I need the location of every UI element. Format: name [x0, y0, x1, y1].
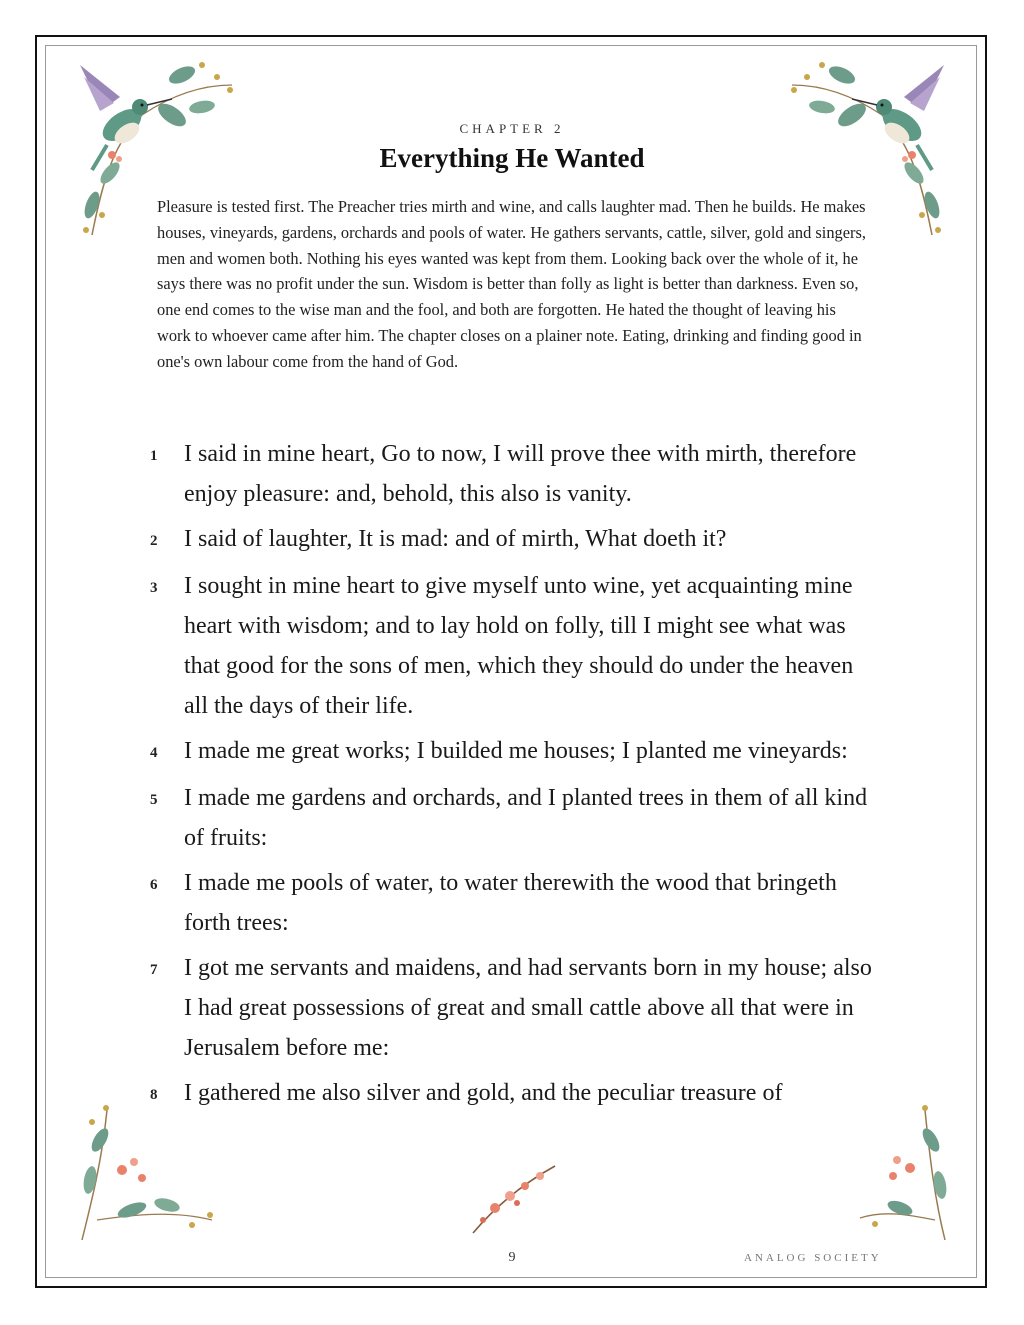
verse-text: I made me gardens and orchards, and I planted trees in them of all kind of fruits:	[184, 785, 868, 851]
verse-text: I made me great works; I builded me houses; I planted me vineyards:	[184, 738, 848, 764]
verse-number: 5	[150, 792, 158, 808]
verse-number: 2	[150, 533, 158, 549]
verse-number: 6	[150, 877, 158, 893]
chapter-title: Everything He Wanted	[379, 143, 645, 173]
verse-item	[150, 778, 880, 858]
page-number: 9	[508, 1250, 516, 1265]
verse-list	[150, 434, 880, 1120]
verse-text: I gathered me also silver and gold, and the peculiar treasure of	[184, 1080, 783, 1106]
verse-item	[150, 566, 880, 726]
floral-sprig-icon	[72, 1100, 222, 1245]
verse-item	[150, 948, 880, 1068]
verse-number: 3	[150, 580, 158, 596]
verse-number: 1	[150, 448, 158, 464]
verse-number: 4	[150, 745, 158, 761]
verse-item	[150, 434, 880, 514]
chapter-summary: Pleasure is tested first. The Preacher tries mirth and wine, and calls laughter mad. Then he builds. He makes houses, vineyards, gardens, orchards and pools of water. He gathers servants, cattle, silver, gold and singers, men and women both. Nothing his eyes wanted was kept from them. Looking back over the whole of it, he says there was no profit under the sun. Wisdom is better than folly as light is better than darkness. Even so, one end comes to the wise man and the fool, and both are forgotten. He hated the thought of leaving his work to whoever came after him. The chapter closes on a plainer note. Eating, drinking and finding good in one's own labour come from the hand of God.	[157, 197, 866, 371]
verse-text: I got me servants and maidens, and had servants born in my house; also I had great possessions of great and small cattle above all that were in Jerusalem before me:	[184, 955, 872, 1061]
verse-item	[150, 863, 880, 943]
verse-text: I sought in mine heart to give myself unto wine, yet acquainting mine heart with wisdom; and to lay hold on folly, till I might see what was that good for the sons of men, which they should do under the heaven all the days of their life.	[184, 573, 854, 719]
verse-text: I made me pools of water, to water therewith the wood that bringeth forth trees:	[184, 870, 837, 936]
verse-item	[150, 519, 880, 561]
verse-number: 8	[150, 1087, 158, 1103]
floral-sprig-icon	[855, 1100, 955, 1245]
blossom-branch-icon	[465, 1158, 560, 1238]
verse-number: 7	[150, 962, 158, 978]
verse-text: I said of laughter, It is mad: and of mirth, What doeth it?	[184, 526, 727, 552]
footer-brand: ANALOG SOCIETY	[744, 1252, 882, 1264]
verse-text: I said in mine heart, Go to now, I will prove thee with mirth, therefore enjoy pleasure: and, behold, this also is vanity.	[184, 441, 857, 507]
verse-item	[150, 731, 880, 773]
chapter-label: CHAPTER 2	[459, 121, 565, 136]
verse-item	[150, 1073, 880, 1115]
